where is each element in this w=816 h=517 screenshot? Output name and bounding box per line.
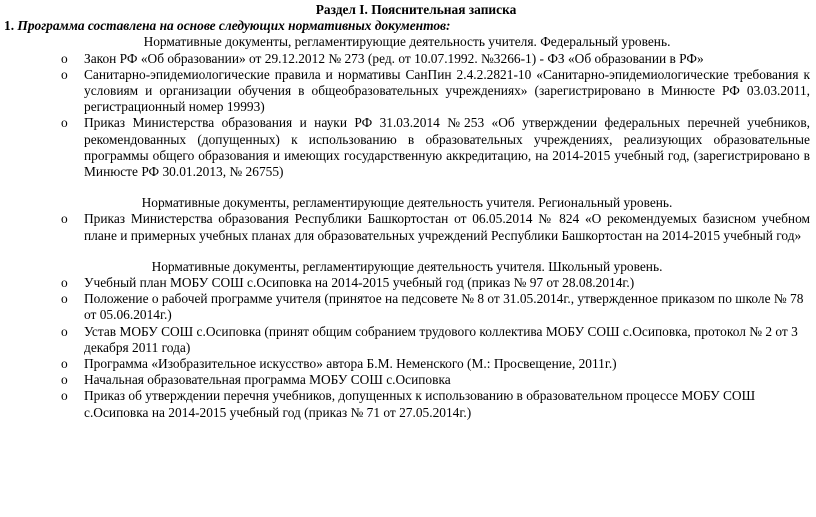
- list-item-text: Начальная образовательная программа МОБУ СОШ с.Осиповка: [84, 372, 451, 388]
- bullet-marker: o: [61, 211, 68, 227]
- list-item: [4, 275, 810, 291]
- bullet-marker: o: [61, 50, 68, 66]
- bullet-marker: o: [61, 115, 68, 131]
- bullet-marker: o: [61, 323, 68, 339]
- bullet-marker: o: [61, 291, 68, 307]
- section-title: Раздел I. Пояснительная записка: [315, 2, 517, 17]
- subtitle-number: 1.: [4, 18, 15, 34]
- subtitle-text: Программа составлена на основе следующих нормативных документов:: [17, 18, 451, 34]
- bullet-marker: o: [61, 275, 68, 291]
- bullet-marker: o: [61, 356, 68, 372]
- list-item: [4, 115, 810, 180]
- list-item: [4, 372, 810, 388]
- regional-document-list: [4, 211, 810, 243]
- list-item: [4, 388, 810, 420]
- regional-level-heading: Нормативные документы, регламентирующие деятельность учителя. Региональный уровень.: [141, 195, 673, 211]
- bullet-marker: o: [61, 66, 68, 82]
- list-item: [4, 211, 810, 243]
- list-item-text: Приказ об утверждении перечня учебников, допущенных к использованию в образовательном процессе МОБУ СОШ с.Осиповка на 2014-2015 учебный год (приказ № 71 от 27.05.2014г.): [84, 388, 756, 420]
- list-item-text: Программа «Изобразительное искусство» автора Б.М. Неменского (М.: Просвещение, 2011г.): [84, 356, 617, 372]
- list-item-text: Закон РФ «Об образовании» от 29.12.2012 № 273 (ред. от 10.07.1992. №3266-1) - ФЗ «Об образовании в РФ»: [84, 50, 704, 66]
- federal-document-list: [4, 51, 810, 181]
- list-item-text: Приказ Министерства образования Республики Башкортостан от 06.05.2014 № 824 «О рекомендуемых базисном учебном плане и примерных учебных планах для образовательных учреждений Республики Башкортостан на 2014-2015 учебный год»: [84, 211, 810, 243]
- list-item: [4, 324, 810, 356]
- school-level-heading: Нормативные документы, регламентирующие деятельность учителя. Школьный уровень.: [151, 258, 663, 274]
- list-item: [4, 67, 810, 116]
- list-item-text: Приказ Министерства образования и науки РФ 31.03.2014 №253 «Об утверждении федеральных перечней учебников, рекомендованных (допущенных) к использованию в образовательных учреждениях, реализующих образовательные программы общего образования и имеющих государственную аккредитацию, на 2014-2015 учебный год, (зарегистрировано в Минюсте РФ 30.01.2013, № 26755): [84, 115, 810, 180]
- school-document-list: [4, 275, 810, 421]
- list-item: [4, 291, 810, 323]
- bullet-marker: o: [61, 372, 68, 388]
- list-item: [4, 356, 810, 372]
- list-item: [4, 51, 810, 67]
- list-item-text: Положение о рабочей программе учителя (принятое на педсовете № 8 от 31.05.2014г., утвержденное приказом по школе № 78 от 05.06.2014г.): [84, 291, 804, 323]
- list-item-text: Учебный план МОБУ СОШ с.Осиповка на 2014-2015 учебный год (приказ № 97 от 28.08.2014г.): [84, 275, 635, 291]
- bullet-marker: o: [61, 388, 68, 404]
- federal-level-heading: Нормативные документы, регламентирующие деятельность учителя. Федеральный уровень.: [143, 34, 671, 50]
- list-item-text: Устав МОБУ СОШ с.Осиповка (принят общим собранием трудового коллектива МОБУ СОШ с.Осиповка, протокол № 2 от 3 декабря 2011 года): [84, 323, 798, 355]
- document-subtitle: [4, 18, 810, 34]
- list-item-text: Санитарно-эпидемиологические правила и нормативы СанПин 2.4.2.2821-10 «Санитарно-эпидемиологические требования к условиям и организации обучения в общеобразовательных учреждениях» (зарегистрировано в Минюсте РФ 03.03.2011, регистрационный номер 19993): [84, 66, 810, 115]
